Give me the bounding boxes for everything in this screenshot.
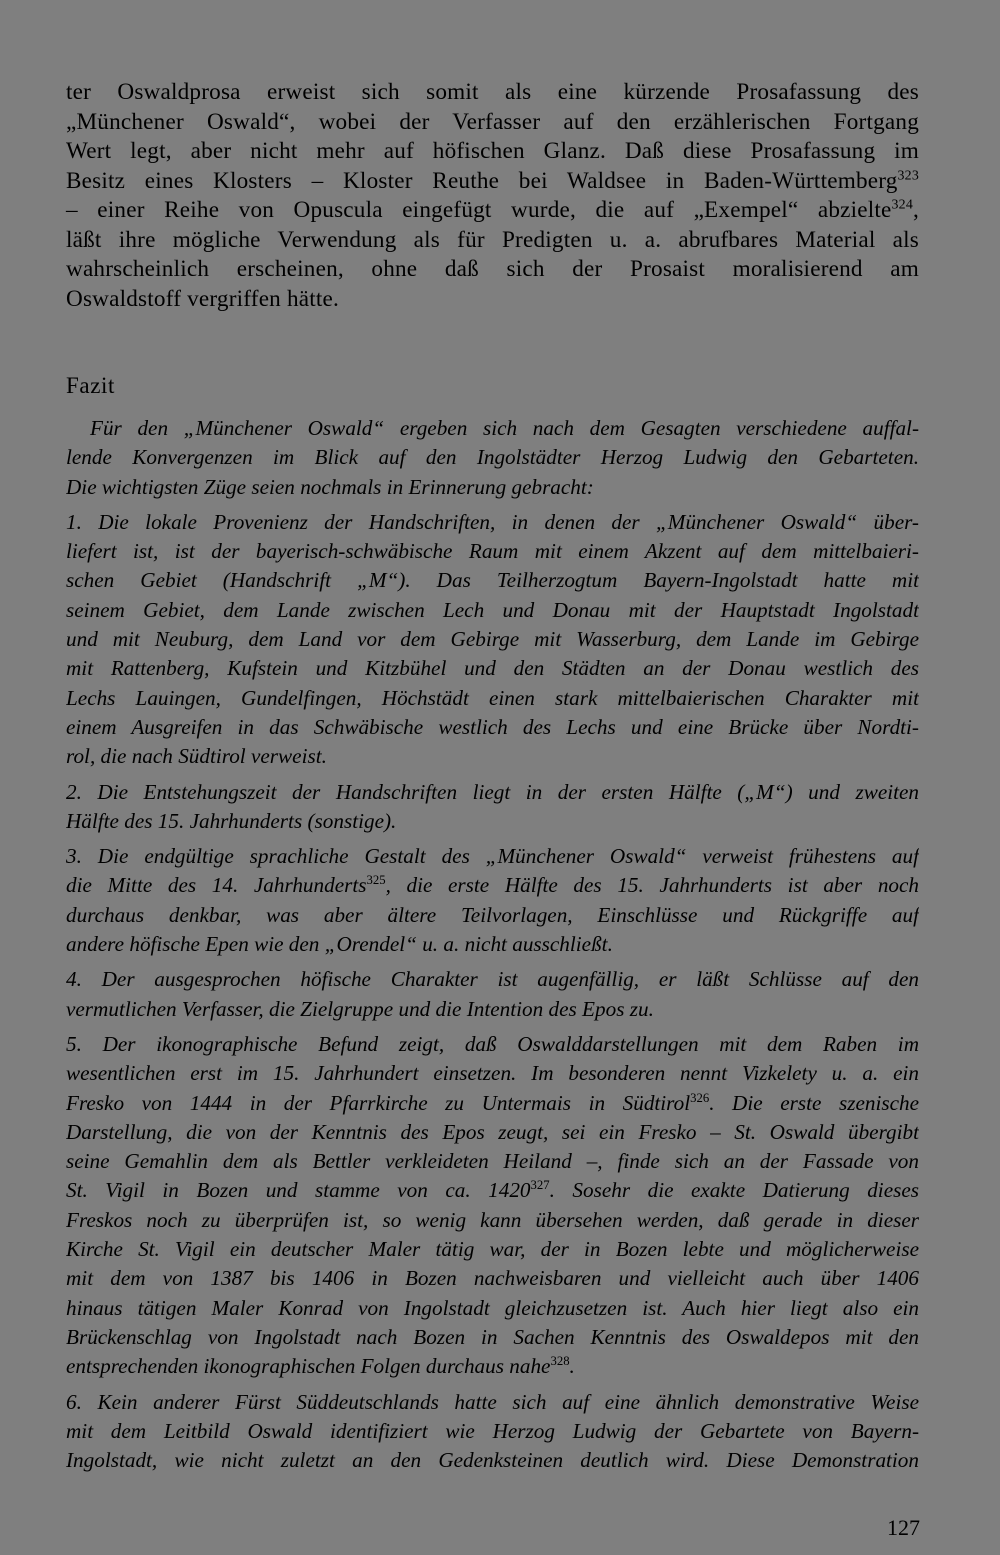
text-line: seinem Gebiet, dem Lande zwischen Lech und Donau mit der Hauptstadt Ingolstadt [66,597,919,622]
list-item-6 [66,1388,919,1476]
text-fragment: , [913,197,919,223]
list-item-3 [66,842,919,959]
text-fragment: die Mitte des 14. Jahrhunderts [66,873,367,898]
text-line: seine Gemahlin dem als Bettler verkleideten Heiland –, finde sich an der Fassade von [66,1149,919,1174]
list-item-2 [66,778,919,837]
text-line: durchaus denkbar, was aber ältere Teilvorlagen, Einschlüsse und Rückgriffe auf [66,902,919,927]
text-fragment: – einer Reihe von Opuscula eingefügt wurde, die auf „Exempel“ abzielte [66,197,892,223]
page-number: 127 [887,1515,920,1540]
text-line: Kirche St. Vigil ein deutscher Maler tätig war, der in Bozen lebte und möglicherweise [66,1237,919,1262]
text-line: hinaus tätigen Maler Konrad von Ingolstadt gleichzusetzen ist. Auch hier liegt also ein [66,1295,919,1320]
text-line [66,1352,919,1381]
text-line: und mit Neuburg, dem Land vor dem Gebirge mit Wasserburg, dem Lande im Gebirge [66,627,919,652]
text-line: wahrscheinlich erscheinen, ohne daß sich der Prosaist moralisierend am [66,256,919,282]
text-line: läßt ihre mögliche Verwendung als für Predigten u. a. abrufbares Material als [66,226,919,253]
text-line [66,167,919,197]
text-line: „Münchener Oswald“, wobei der Verfasser auf den erzählerischen Fortgang [66,108,919,135]
list-item-5 [66,1030,919,1382]
text-line: wesentlichen erst im 15. Jahrhundert einsetzen. Im besonderen nennt Vizkelety u. a. ein [66,1061,919,1086]
text-line: Hälfte des 15. Jahrhunderts (sonstige). [66,808,397,833]
text-line [66,1176,919,1205]
text-line: 4. Der ausgesprochen höfische Charakter ist augenfällig, er läßt Schlüsse auf den [66,967,919,992]
text-fragment: St. Vigil in Bozen und stamme von ca. 1420 [66,1178,531,1203]
text-line: vermutlichen Verfasser, die Zielgruppe und die Intention des Epos zu. [66,996,654,1021]
text-line: Lechs Lauingen, Gundelfingen, Höchstädt einen stark mittelbaierischen Charakter mit [66,685,919,710]
list-item-1 [66,508,919,772]
text-line: schen Gebiet (Handschrift „M“). Das Teilherzogtum Bayern-Ingolstadt hatte mit [66,568,919,593]
text-line: mit dem von 1387 bis 1406 in Bozen nachweisbaren und vielleicht auch über 1406 [66,1266,919,1291]
fazit-intro [66,414,919,502]
text-line [66,1089,919,1118]
text-line: lende Konvergenzen im Blick auf den Ingolstädter Herzog Ludwig den Gebarteten. [66,445,919,470]
intro-paragraph [66,78,919,314]
text-line: 3. Die endgültige sprachliche Gestalt des „Münchener Oswald“ verweist frühestens auf [66,844,919,869]
list-item-4 [66,965,919,1024]
text-fragment: Fresko von 1444 in der Pfarrkirche zu Untermais in Südtirol [66,1090,691,1115]
footnote-ref: 326 [690,1090,710,1105]
text-line: Ingolstadt, wie nicht zuletzt an den Gedenksteinen deutlich wird. Diese Demonstration [66,1448,919,1473]
text-line: rol, die nach Südtirol verweist. [66,744,327,769]
text-line [66,196,919,226]
text-fragment: , die erste Hälfte des 15. Jahrhunderts ist aber noch [385,873,919,898]
footnote-ref: 327 [530,1178,550,1193]
text-fragment: entsprechenden ikonographischen Folgen durchaus nahe [66,1354,551,1379]
footnote-ref: 323 [897,167,919,183]
footnote-ref: 324 [891,197,913,213]
text-line: mit Rattenberg, Kufstein und Kitzbühel und den Städten an der Donau westlich des [66,656,919,681]
footnote-ref: 328 [550,1354,570,1369]
text-fragment: . Sosehr die exakte Datierung dieses [549,1178,919,1203]
text-line: 2. Die Entstehungszeit der Handschriften liegt in der ersten Hälfte („M“) und zweiten [66,779,919,804]
text-line: Für den „Münchener Oswald“ ergeben sich nach dem Gesagten verschiedene auffal- [90,416,919,440]
text-line: einem Ausgreifen in das Schwäbische westlich des Lechs und eine Brücke über Nordti- [66,714,919,739]
footnote-ref: 325 [366,873,386,888]
text-line: liefert ist, ist der bayerisch-schwäbische Raum mit einem Akzent auf dem mittelbaieri- [66,539,919,564]
text-line: 1. Die lokale Provenienz der Handschriften, in denen der „Münchener Oswald“ über- [66,509,919,534]
text-line: 5. Der ikonographische Befund zeigt, daß Oswalddarstellungen mit dem Raben im [66,1031,919,1056]
text-fragment: Besitz eines Klosters – Kloster Reuthe bei Waldsee in Baden-Württemberg [66,167,898,194]
fazit-body [66,414,919,1481]
text-line: Brückenschlag von Ingolstadt nach Bozen in Sachen Kenntnis des Oswaldepos mit den [66,1324,919,1349]
text-fragment: . [569,1354,575,1379]
text-line: 6. Kein anderer Fürst Süddeutschlands hatte sich auf eine ähnlich demonstrative Weise [66,1389,919,1414]
text-line: mit dem Leitbild Oswald identifiziert wie Herzog Ludwig der Gebartete von Bayern- [66,1418,919,1443]
text-line: ter Oswaldprosa erweist sich somit als eine kürzende Prosafassung des [66,79,919,105]
section-heading: Fazit [66,373,115,398]
text-line: Darstellung, die von der Kenntnis des Epos zeugt, sei ein Fresko – St. Oswald übergibt [66,1119,919,1144]
text-line: Freskos noch zu überprüfen ist, so wenig kann übersehen werden, daß gerade in dieser [66,1207,919,1232]
text-fragment: . Die erste szenische [709,1090,919,1115]
text-line: Oswaldstoff vergriffen hätte. [66,285,340,312]
text-line: andere höfische Epen wie den „Orendel“ u. a. nicht ausschließt. [66,932,613,957]
text-line: Die wichtigsten Züge seien nochmals in Erinnerung gebracht: [66,474,594,499]
text-line [66,871,919,900]
text-line: Wert legt, aber nicht mehr auf höfischen Glanz. Daß diese Prosafassung im [66,138,919,164]
